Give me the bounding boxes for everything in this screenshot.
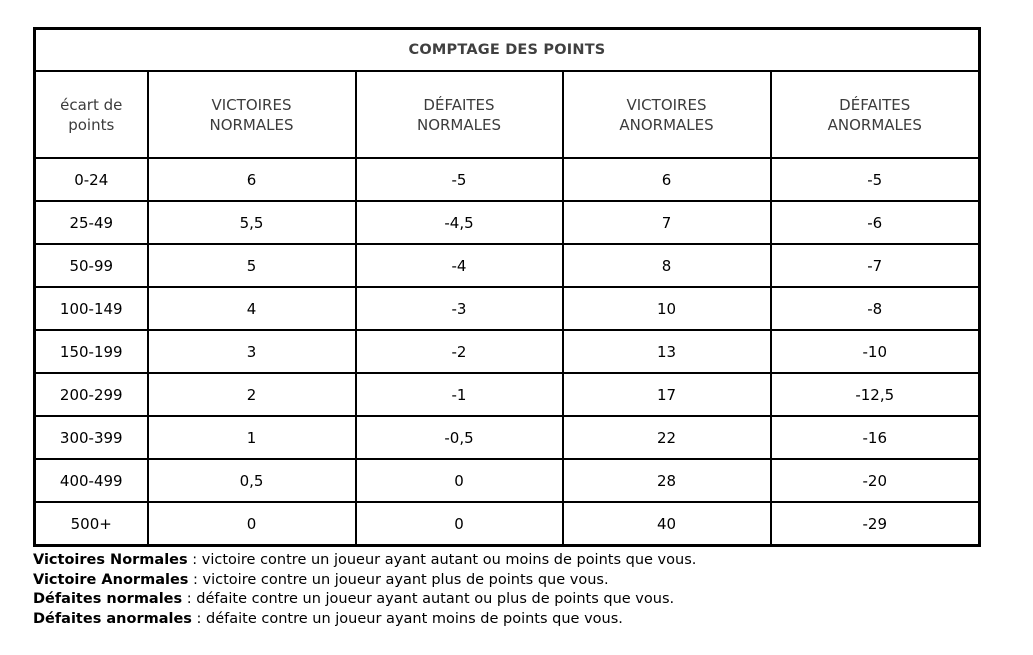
cell-ecart: 400-499 <box>35 459 148 502</box>
cell-defaites-anormales: -7 <box>771 244 980 287</box>
table-row <box>35 416 980 459</box>
header-victoires-anormales: VICTOIRES ANORMALES <box>563 71 771 158</box>
cell-victoires-anormales: 28 <box>563 459 771 502</box>
legend-definition: : défaite contre un joueur ayant moins de points que vous. <box>191 610 623 627</box>
legend-definition: : défaite contre un joueur ayant autant ou plus de points que vous. <box>182 591 675 607</box>
cell-defaites-anormales: -10 <box>771 330 980 373</box>
cell-defaites-anormales: -8 <box>771 287 980 330</box>
cell-defaites-anormales: -29 <box>771 502 980 546</box>
cell-defaites-normales: -0,5 <box>356 416 563 459</box>
cell-ecart: 100-149 <box>35 287 148 330</box>
header-defaites-normales: DÉFAITES NORMALES <box>356 71 563 158</box>
cell-victoires-anormales: 7 <box>563 201 771 244</box>
cell-victoires-normales: 4 <box>148 287 356 330</box>
legend <box>33 551 696 629</box>
legend-term: Défaites anormales <box>33 610 192 627</box>
cell-defaites-anormales: -16 <box>771 416 980 459</box>
cell-victoires-anormales: 6 <box>563 158 771 201</box>
table-header-row <box>35 71 980 158</box>
table-row <box>35 158 980 201</box>
cell-defaites-anormales: -12,5 <box>771 373 980 416</box>
cell-defaites-normales: -5 <box>356 158 563 201</box>
table-row <box>35 244 980 287</box>
legend-term: Victoires Normales <box>33 552 188 568</box>
cell-victoires-anormales: 22 <box>563 416 771 459</box>
cell-defaites-normales: -4 <box>356 244 563 287</box>
legend-line <box>33 610 696 630</box>
cell-victoires-normales: 5 <box>148 244 356 287</box>
cell-ecart: 150-199 <box>35 330 148 373</box>
cell-victoires-normales: 3 <box>148 330 356 373</box>
cell-defaites-anormales: -6 <box>771 201 980 244</box>
cell-ecart: 0-24 <box>35 158 148 201</box>
table-row <box>35 373 980 416</box>
cell-defaites-normales: 0 <box>356 502 563 546</box>
cell-defaites-anormales: -5 <box>771 158 980 201</box>
legend-line <box>33 551 696 571</box>
header-victoires-normales: VICTOIRES NORMALES <box>148 71 356 158</box>
table-row <box>35 459 980 502</box>
cell-ecart: 200-299 <box>35 373 148 416</box>
legend-line <box>33 590 696 610</box>
cell-defaites-normales: -3 <box>356 287 563 330</box>
cell-ecart: 50-99 <box>35 244 148 287</box>
cell-victoires-normales: 6 <box>148 158 356 201</box>
cell-victoires-anormales: 17 <box>563 373 771 416</box>
cell-victoires-anormales: 10 <box>563 287 771 330</box>
table-row <box>35 502 980 546</box>
cell-defaites-normales: -2 <box>356 330 563 373</box>
cell-victoires-anormales: 8 <box>563 244 771 287</box>
table-title-row <box>35 29 980 72</box>
table-row <box>35 287 980 330</box>
table-row <box>35 330 980 373</box>
legend-definition: : victoire contre un joueur ayant autant ou moins de points que vous. <box>187 552 697 568</box>
cell-victoires-normales: 0 <box>148 502 356 546</box>
cell-victoires-normales: 0,5 <box>148 459 356 502</box>
cell-victoires-anormales: 13 <box>563 330 771 373</box>
header-defaites-anormales: DÉFAITES ANORMALES <box>771 71 980 158</box>
points-table-body <box>35 29 980 546</box>
legend-term: Victoire Anormales <box>33 571 189 588</box>
table-title: COMPTAGE DES POINTS <box>35 29 980 72</box>
cell-defaites-normales: 0 <box>356 459 563 502</box>
table-row <box>35 201 980 244</box>
legend-term: Défaites normales <box>33 591 183 607</box>
legend-definition: : victoire contre un joueur ayant plus de points que vous. <box>188 571 609 588</box>
cell-defaites-normales: -4,5 <box>356 201 563 244</box>
cell-ecart: 300-399 <box>35 416 148 459</box>
cell-victoires-normales: 1 <box>148 416 356 459</box>
cell-ecart: 25-49 <box>35 201 148 244</box>
cell-victoires-normales: 5,5 <box>148 201 356 244</box>
cell-defaites-normales: -1 <box>356 373 563 416</box>
cell-defaites-anormales: -20 <box>771 459 980 502</box>
cell-ecart: 500+ <box>35 502 148 546</box>
header-ecart-points: écart de points <box>35 71 148 158</box>
cell-victoires-normales: 2 <box>148 373 356 416</box>
cell-victoires-anormales: 40 <box>563 502 771 546</box>
legend-line <box>33 571 696 591</box>
points-table <box>33 27 981 547</box>
